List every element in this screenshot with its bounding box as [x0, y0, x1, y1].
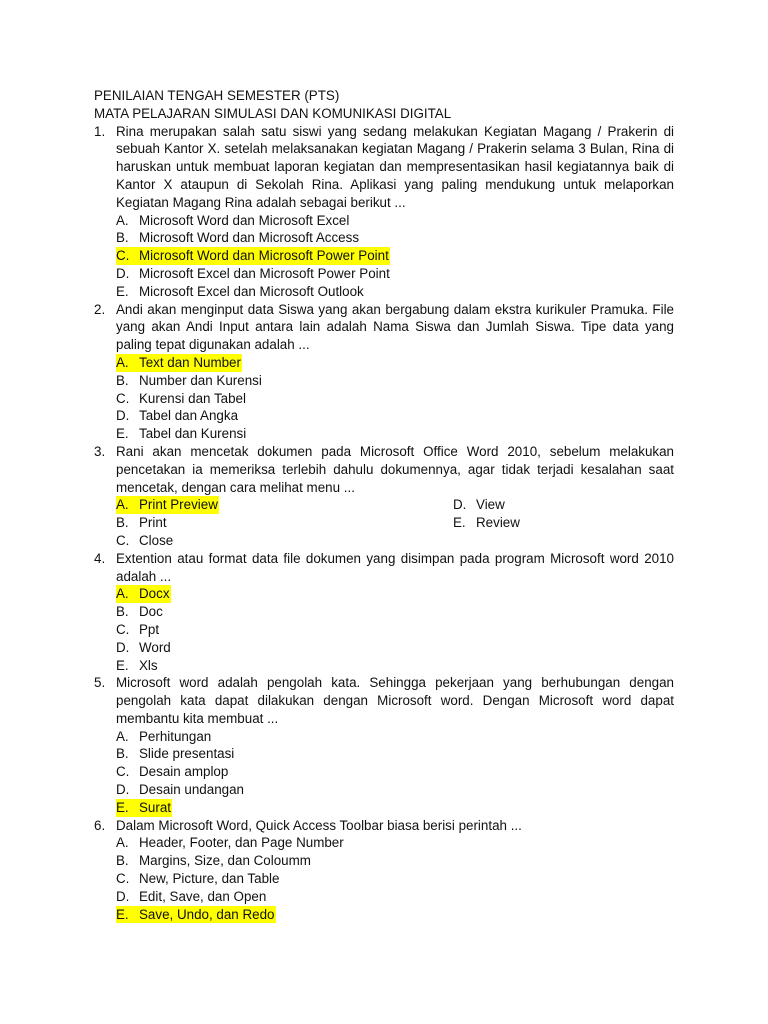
- answer-option: [116, 639, 674, 657]
- option-letter: B.: [116, 746, 129, 762]
- option-letter: D.: [116, 639, 130, 655]
- document-title: PENILAIAN TENGAH SEMESTER (PTS): [94, 88, 340, 103]
- option-letter: C.: [116, 621, 130, 637]
- question-item: [94, 550, 674, 675]
- answer-option-highlighted: [116, 354, 674, 372]
- option-text: Microsoft Excel dan Microsoft Outlook: [139, 283, 364, 299]
- option-text: Margins, Size, dan Coloumm: [139, 853, 311, 869]
- option-letter: B.: [116, 372, 129, 388]
- option-letter: A.: [116, 835, 129, 851]
- option-text: New, Picture, dan Table: [139, 871, 280, 887]
- document-body: [94, 87, 674, 923]
- question-text: Microsoft word adalah pengolah kata. Sehingga pekerjaan yang berhubungan dengan pengolah kata dapat dilakukan dengan Microsoft word. Dengan Microsoft word dapat membantu kita membuat ...: [116, 675, 674, 726]
- answer-option: [116, 888, 674, 906]
- question-text: Andi akan menginput data Siswa yang akan bergabung dalam ekstra kurikuler Pramuka. File yang akan Andi Input antara lain adalah Nama Siswa dan Jumlah Siswa. Tipe data yang paling tepat digunakan adalah ...: [116, 301, 674, 353]
- question-number: 3.: [94, 443, 106, 459]
- answer-option: [116, 283, 674, 301]
- question-number: 5.: [94, 675, 106, 691]
- answer-option: [116, 603, 674, 621]
- question-number: 2.: [94, 301, 106, 317]
- option-text: Microsoft Word dan Microsoft Access: [139, 230, 360, 246]
- question-item: [94, 817, 674, 924]
- question-text: Dalam Microsoft Word, Quick Access Toolbar biasa berisi perintah ...: [116, 817, 522, 833]
- answer-option-highlighted: [116, 799, 674, 817]
- question-text: Rina merupakan salah satu siswi yang sedang melakukan Kegiatan Magang / Prakerin di sebuah Kantor X. setelah melaksanakan kegiatan Magang / Prakerin selama 3 Bulan, Rina di haruskan untuk membuat laporan kegiatan dan mempresentasikan hasil kegiatannya baik di Kantor X ataupun di Sekolah Rina. Aplikasi yang paling mendukung untuk melaporkan Kegiatan Magang Rina adalah sebagai berikut ...: [116, 123, 674, 210]
- option-text: Slide presentasi: [139, 746, 235, 762]
- option-row: [116, 514, 674, 532]
- question-text: Extention atau format data file dokumen yang disimpan pada program Microsoft word 2010 adalah ...: [116, 550, 674, 584]
- question-list: [94, 123, 674, 924]
- option-letter: D.: [116, 408, 130, 424]
- option-letter: C.: [116, 764, 130, 780]
- option-letter: A.: [116, 586, 129, 602]
- option-text: Tabel dan Kurensi: [139, 426, 247, 442]
- option-letter: A.: [116, 728, 129, 744]
- option-text: Microsoft Excel dan Microsoft Power Point: [139, 265, 390, 281]
- option-letter: E.: [116, 657, 129, 673]
- answer-option: [453, 514, 520, 532]
- question-item: [94, 123, 674, 301]
- question-number: 6.: [94, 817, 106, 833]
- option-text: Number dan Kurensi: [139, 372, 262, 388]
- option-row: [116, 532, 674, 550]
- option-letter: B.: [116, 515, 129, 531]
- option-letter: E.: [116, 906, 129, 922]
- question-item: [94, 674, 674, 816]
- answer-option: [116, 532, 173, 550]
- option-text: Perhitungan: [139, 728, 212, 744]
- option-text: Ppt: [139, 621, 160, 637]
- answer-option: [116, 372, 674, 390]
- option-letter: E.: [116, 799, 129, 815]
- option-text: Microsoft Word dan Microsoft Excel: [139, 212, 350, 228]
- answer-option: [116, 621, 674, 639]
- answer-option: [116, 265, 674, 283]
- option-letter: C.: [116, 532, 130, 548]
- answer-options: [116, 834, 674, 923]
- option-text: Kurensi dan Tabel: [139, 390, 246, 406]
- answer-option: [453, 496, 505, 514]
- option-text: Desain undangan: [139, 782, 244, 798]
- option-text: Review: [476, 515, 520, 531]
- answer-option: [116, 728, 674, 746]
- option-text: Save, Undo, dan Redo: [139, 906, 275, 922]
- answer-option: [116, 212, 674, 230]
- question-item: [94, 301, 674, 443]
- answer-option-highlighted: [116, 496, 218, 514]
- answer-option: [116, 870, 674, 888]
- option-letter: D.: [116, 782, 130, 798]
- answer-option: [116, 852, 674, 870]
- option-letter: E.: [453, 515, 466, 531]
- document-subtitle: MATA PELAJARAN SIMULASI DAN KOMUNIKASI DIGITAL: [94, 105, 452, 121]
- option-letter: A.: [116, 497, 129, 513]
- option-letter: E.: [116, 283, 129, 299]
- answer-option: [116, 745, 674, 763]
- answer-options: [116, 585, 674, 674]
- answer-options: [116, 728, 674, 817]
- answer-options: [116, 354, 674, 443]
- option-text: Close: [139, 532, 174, 548]
- option-text: Word: [139, 639, 171, 655]
- answer-option-highlighted: [116, 585, 674, 603]
- option-letter: B.: [116, 853, 129, 869]
- answer-option: [116, 834, 674, 852]
- option-letter: B.: [116, 230, 129, 246]
- option-text: Docx: [139, 586, 170, 602]
- option-text: Doc: [139, 604, 163, 620]
- option-letter: E.: [116, 426, 129, 442]
- option-letter: B.: [116, 604, 129, 620]
- question-number: 1.: [94, 123, 106, 139]
- answer-options: [116, 496, 674, 549]
- option-row: [116, 496, 674, 514]
- option-text: View: [476, 497, 505, 513]
- option-letter: D.: [453, 497, 467, 513]
- option-letter: D.: [116, 265, 130, 281]
- answer-options: [116, 212, 674, 301]
- answer-option-highlighted: [116, 906, 674, 924]
- answer-option-highlighted: [116, 247, 674, 265]
- answer-option: [116, 407, 674, 425]
- option-letter: A.: [116, 212, 129, 228]
- option-letter: C.: [116, 248, 130, 264]
- option-letter: D.: [116, 888, 130, 904]
- option-text: Microsoft Word dan Microsoft Power Point: [139, 248, 389, 264]
- option-text: Text dan Number: [139, 354, 241, 370]
- answer-option: [116, 657, 674, 675]
- option-text: Header, Footer, dan Page Number: [139, 835, 344, 851]
- answer-option: [116, 763, 674, 781]
- option-letter: C.: [116, 390, 130, 406]
- answer-option: [116, 425, 674, 443]
- option-text: Edit, Save, dan Open: [139, 888, 267, 904]
- question-number: 4.: [94, 550, 106, 566]
- answer-option: [116, 229, 674, 247]
- question-item: [94, 443, 674, 550]
- answer-option: [116, 390, 674, 408]
- option-letter: A.: [116, 354, 129, 370]
- question-text: Rani akan mencetak dokumen pada Microsoft Office Word 2010, sebelum melakukan pencetakan ia memeriksa terlebih dahulu dokumennya, agar tidak terjadi kesalahan saat mencetak, dengan cara melihat menu ...: [116, 443, 674, 495]
- option-text: Tabel dan Angka: [139, 408, 239, 424]
- option-letter: C.: [116, 871, 130, 887]
- option-text: Surat: [139, 799, 172, 815]
- option-text: Print: [139, 515, 167, 531]
- answer-option: [116, 514, 167, 532]
- answer-option: [116, 781, 674, 799]
- option-text: Desain amplop: [139, 764, 229, 780]
- option-text: Xls: [139, 657, 158, 673]
- option-text: Print Preview: [139, 497, 218, 513]
